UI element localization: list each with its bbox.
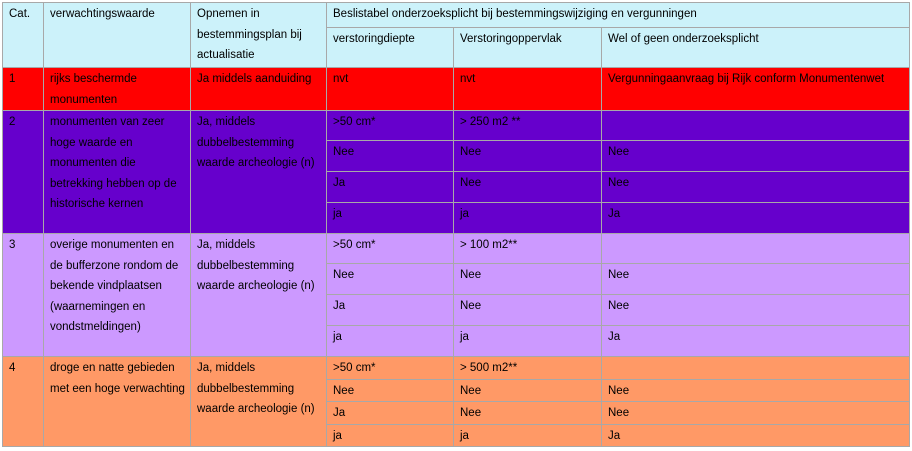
cat4-r3-plicht: Nee xyxy=(602,402,910,425)
cat3-r1-oppervlak: > 100 m2** xyxy=(454,234,602,264)
cat3-number: 3 xyxy=(3,234,44,357)
cat3-r4-diepte: ja xyxy=(327,326,454,357)
cat1-onderzoeksplicht: Vergunningaanvraag bij Rijk conform Monumentenwet xyxy=(602,68,910,111)
cat1-verstoringoppervlak: nvt xyxy=(454,68,602,111)
cat3-row-1 xyxy=(3,234,910,264)
cat3-r3-diepte: Ja xyxy=(327,295,454,326)
cat2-r2-diepte: Nee xyxy=(327,141,454,172)
header-cat: Cat. xyxy=(3,3,44,68)
cat4-verwachtingswaarde: droge en natte gebieden met een hoge verwachting xyxy=(44,357,191,447)
cat2-r2-oppervlak: Nee xyxy=(454,141,602,172)
header-beslistabel: Beslistabel onderzoeksplicht bij bestemmingswijziging en vergunningen xyxy=(327,3,910,28)
header-verstoringoppervlak: Verstoringoppervlak xyxy=(454,27,602,67)
cat4-r2-plicht: Nee xyxy=(602,379,910,402)
header-onderzoeksplicht: Wel of geen onderzoeksplicht xyxy=(602,27,910,67)
cat3-r4-plicht: Ja xyxy=(602,326,910,357)
cat2-r3-oppervlak: Nee xyxy=(454,172,602,203)
cat3-r2-plicht: Nee xyxy=(602,264,910,295)
cat4-r4-oppervlak: ja xyxy=(454,424,602,447)
cat2-r2-plicht: Nee xyxy=(602,141,910,172)
cat2-r4-oppervlak: ja xyxy=(454,203,602,234)
cat1-verstoringdiepte: nvt xyxy=(327,68,454,111)
cat3-r1-plicht xyxy=(602,234,910,264)
beslistabel-table xyxy=(2,2,910,447)
header-row-1 xyxy=(3,3,910,28)
cat3-r1-diepte: >50 cm* xyxy=(327,234,454,264)
cat2-r1-diepte: >50 cm* xyxy=(327,111,454,141)
cat4-opnemen: Ja, middels dubbelbestemming waarde archeologie (n) xyxy=(191,357,327,447)
header-verstoringdiepte: verstoringdiepte xyxy=(327,27,454,67)
cat3-r2-diepte: Nee xyxy=(327,264,454,295)
cat4-number: 4 xyxy=(3,357,44,447)
cat4-row-1 xyxy=(3,357,910,380)
cat3-r3-oppervlak: Nee xyxy=(454,295,602,326)
cat4-r1-diepte: >50 cm* xyxy=(327,357,454,380)
cat3-r4-oppervlak: ja xyxy=(454,326,602,357)
cat3-r2-oppervlak: Nee xyxy=(454,264,602,295)
cat4-r2-diepte: Nee xyxy=(327,379,454,402)
cat4-r4-plicht: Ja xyxy=(602,424,910,447)
cat1-opnemen: Ja middels aanduiding xyxy=(191,68,327,111)
cat4-r1-plicht xyxy=(602,357,910,380)
cat3-opnemen: Ja, middels dubbelbestemming waarde archeologie (n) xyxy=(191,234,327,357)
cat2-verwachtingswaarde: monumenten van zeer hoge waarde en monumenten die betrekking hebben op de historische kernen xyxy=(44,111,191,234)
cat2-number: 2 xyxy=(3,111,44,234)
cat4-r4-diepte: ja xyxy=(327,424,454,447)
cat1-verwachtingswaarde: rijks beschermde monumenten xyxy=(44,68,191,111)
header-verwachtingswaarde: verwachtingswaarde xyxy=(44,3,191,68)
cat4-r3-oppervlak: Nee xyxy=(454,402,602,425)
cat1-number: 1 xyxy=(3,68,44,111)
cat2-r3-plicht: Nee xyxy=(602,172,910,203)
cat1-row-1 xyxy=(3,68,910,111)
cat4-r2-oppervlak: Nee xyxy=(454,379,602,402)
cat2-r4-diepte: ja xyxy=(327,203,454,234)
cat2-r1-plicht xyxy=(602,111,910,141)
cat3-r3-plicht: Nee xyxy=(602,295,910,326)
cat2-row-1 xyxy=(3,111,910,141)
cat4-r1-oppervlak: > 500 m2** xyxy=(454,357,602,380)
cat4-r3-diepte: Ja xyxy=(327,402,454,425)
cat2-r3-diepte: Ja xyxy=(327,172,454,203)
cat2-r1-oppervlak: > 250 m2 ** xyxy=(454,111,602,141)
cat2-opnemen: Ja, middels dubbelbestemming waarde archeologie (n) xyxy=(191,111,327,234)
header-opnemen: Opnemen in bestemmingsplan bij actualisatie xyxy=(191,3,327,68)
cat2-r4-plicht: Ja xyxy=(602,203,910,234)
cat3-verwachtingswaarde: overige monumenten en de bufferzone rondom de bekende vindplaatsen (waarnemingen en vondstmeldingen) xyxy=(44,234,191,357)
